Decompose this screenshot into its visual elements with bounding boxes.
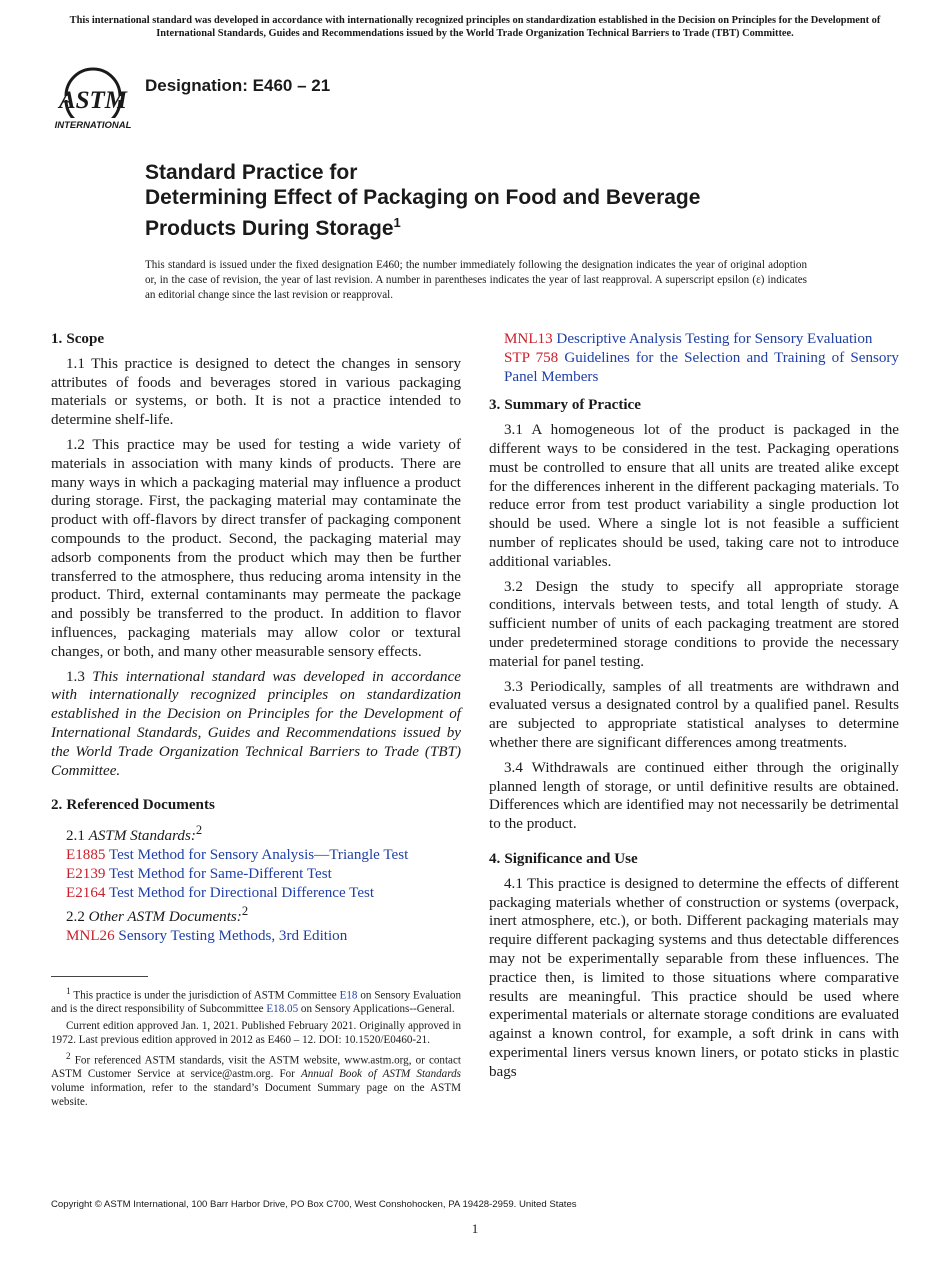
ref-code[interactable]: STP 758: [504, 349, 559, 366]
footnote-rule: [51, 976, 148, 977]
para-number: 1.3: [66, 668, 85, 685]
footnote-mark: 2: [66, 1051, 71, 1062]
ref-e1885[interactable]: [51, 846, 461, 865]
footnotes: [51, 986, 461, 1113]
title-line-3-text: Products During Storage: [145, 217, 394, 240]
footnote-1: [51, 986, 461, 1017]
section-significance-heading: [489, 850, 899, 869]
section-summary-heading: [489, 396, 899, 415]
title-line-2: Determining Effect of Packaging on Food and Beverage: [145, 186, 701, 209]
ref-title-link[interactable]: Sensory Testing Methods, 3rd Edition: [118, 928, 348, 945]
section-scope-heading: [51, 330, 461, 349]
section-title: Scope: [66, 331, 105, 347]
ref-title-link[interactable]: Test Method for Sensory Analysis—Triangle Test: [108, 846, 409, 863]
para-text: This practice is designed to detect the changes in sensory attributes of foods and beverages stored in various packaging materials or systems, or both. It is not a practice intended to determine shelf-life.: [51, 355, 461, 429]
para-number: 2.1: [66, 828, 85, 845]
ref-title-link[interactable]: Guidelines for the Selection and Training of Sensory Panel Members: [504, 349, 899, 385]
para-1-2: [51, 436, 461, 662]
section-title: Summary of Practice: [504, 397, 641, 414]
ref-title-link[interactable]: Descriptive Analysis Testing for Sensory Evaluation: [556, 331, 873, 347]
footnote-mark: 2: [241, 904, 249, 919]
para-4-1: [489, 875, 899, 1082]
section-number: 1.: [51, 331, 63, 347]
para-number: 3.1: [504, 422, 523, 439]
ref-code[interactable]: E1885: [66, 846, 106, 863]
footnote-text: This practice is under the jurisdiction of ASTM Committee: [73, 989, 340, 1002]
section-number: 2.: [51, 797, 63, 814]
footnote-mark: 1: [66, 987, 71, 997]
para-text: Design the study to specify all appropriate storage conditions, intervals between tests, and total length of study. A sufficient number of units of each packaging treatment are stored under predetermined storage conditions to provide the necessary material for panel testing.: [489, 578, 899, 670]
para-number: 3.3: [504, 678, 523, 695]
para-text: A homogeneous lot of the product is packaged in the different ways to be considered in the test. Packaging operations must be controlled to ensure that all units are treated alike except for the differences inherent in the different packaging materials. To reduce error from test product variability a single production lot should be used. Where a single lot is not feasible a sufficient number of replicates should be used, taking care not to introduce additional variables.: [489, 422, 899, 570]
footnote-2: [51, 1051, 461, 1110]
para-number: 3.4: [504, 759, 523, 776]
astm-logo-org: INTERNATIONAL: [54, 120, 132, 131]
section-number: 4.: [489, 850, 501, 867]
ref-code[interactable]: MNL13: [504, 331, 553, 347]
title-line-1: Standard Practice for: [145, 161, 358, 184]
ref-mnl13[interactable]: [489, 330, 899, 349]
ref-code[interactable]: E2139: [66, 865, 106, 882]
document-title: [145, 160, 865, 241]
ref-mnl26[interactable]: [51, 927, 461, 946]
subheading: Other ASTM Documents:: [88, 909, 242, 926]
para-3-2: [489, 578, 899, 672]
para-3-4: [489, 759, 899, 834]
section-title: Significance and Use: [504, 850, 638, 867]
footnote-text: on Sensory Evaluation and is the direct responsibility of Subcommittee: [51, 989, 461, 1016]
ref-code[interactable]: MNL26: [66, 928, 115, 945]
footnote-italic: Annual Book of ASTM Standards: [300, 1068, 461, 1081]
para-3-3: [489, 678, 899, 753]
para-number: 4.1: [504, 875, 523, 892]
other-docs-label: [51, 902, 461, 927]
issuance-statement: This standard is issued under the fixed designation E460; the number immediately following the designation indicates the year of original adoption or, in the case of revision, the year of last revision. A number in parentheses indicates the year of last reapproval. A superscript epsilon (ε) indicates an editorial change since the last revision or reapproval.: [145, 259, 807, 302]
section-number: 3.: [489, 397, 501, 414]
designation: Designation: E460 – 21: [145, 76, 331, 95]
committee-link[interactable]: E18: [339, 989, 358, 1002]
wto-notice: This international standard was developed in accordance with internationally recognized principles on standardization established in the Decision on Principles for the Development of International Standards, Guides and Recommendations issued by the World Trade Organization Technical Barriers to Trade (TBT) Committee.: [69, 15, 881, 39]
para-1-3: [51, 668, 461, 781]
subcommittee-link[interactable]: E18.05: [266, 1003, 299, 1016]
para-number: 3.2: [504, 578, 523, 595]
astm-logo-letters: ASTM: [58, 87, 128, 114]
copyright: Copyright © ASTM International, 100 Barr Harbor Drive, PO Box C700, West Conshohocken, PA 19428-2959. United States: [51, 1199, 577, 1210]
para-number: 1.1: [66, 355, 85, 372]
title-line-3: [145, 210, 865, 241]
para-text: Withdrawals are continued either through the originally planned length of storage, or until definitive results are obtained. Differences which are identified may not necessarily be detrimental to the product.: [489, 759, 899, 833]
para-text: This practice may be used for testing a wide variety of materials in association with many kinds of products. There are many ways in which a packaging material may influence a product during storage. First, the packaging material may contaminate the product with off-flavors by direct transfer of packaging component compounds to the product. Second, the packaging material may adsorb components from the product which may then be further transferred to the atmosphere, thus reducing aroma intensity in the product. Third, external contaminants may permeate the package and possibly be transferred to the product. In addition to flavor influences, packaging materials may allow color or textural changes, or both, and many other measurable sensory effects.: [51, 436, 461, 660]
right-column: [489, 330, 899, 1087]
para-number: 2.2: [66, 909, 85, 926]
footnote-text: For referenced ASTM standards, visit the ASTM website, www.astm.org, or contact ASTM Customer Service at service@astm.org. For: [51, 1054, 461, 1081]
title-footnote-mark: 1: [393, 215, 401, 230]
para-text: This practice is designed to determine the effects of different packaging materials whether of construction or systems (overpack, inert atmosphere, etc.), or both. Different packaging materials may require different packaging systems and thus detectable differences may not be experimentally separable from these influences. The practice then, is limited to those situations where comparative results are meaningful. This practice should be used where experimental materials or alternate storage conditions are evaluated against a known control, for example, a soft drink in cans with experimental liners versus known liners, or potato sticks in plastic bags: [489, 875, 899, 1080]
ref-stp758[interactable]: [489, 349, 899, 387]
left-column: [51, 330, 461, 946]
ref-title-link[interactable]: Test Method for Same-Different Test: [108, 865, 332, 882]
ref-code[interactable]: E2164: [66, 884, 106, 901]
para-3-1: [489, 421, 899, 571]
para-text: This international standard was developed in accordance with internationally recognized principles on standardization established in the Decision on Principles for the Development of International Standards, Guides and Recommendations issued by the World Trade Organization Technical Barriers to Trade (TBT) Committee.: [51, 668, 461, 779]
ref-e2164[interactable]: [51, 884, 461, 903]
section-title: Referenced Documents: [66, 797, 215, 814]
subheading: ASTM Standards:: [88, 828, 196, 845]
footnote-edition: Current edition approved Jan. 1, 2021. Published February 2021. Originally approved in 1972. Last previous edition approved in 2012 as E460 – 12. DOI: 10.1520/E0460-21.: [51, 1020, 461, 1047]
para-number: 1.2: [66, 436, 85, 453]
astm-standards-label: [51, 821, 461, 846]
astm-logo: [52, 56, 134, 132]
section-refdocs-heading: [51, 796, 461, 815]
footnote-mark: 2: [195, 823, 203, 838]
page-number: 1: [471, 1221, 479, 1236]
ref-e2139[interactable]: [51, 865, 461, 884]
footnote-text: volume information, refer to the standard’s Document Summary page on the ASTM website.: [51, 1082, 461, 1108]
para-1-1: [51, 355, 461, 430]
para-text: Periodically, samples of all treatments are withdrawn and evaluated versus a designated control by a qualified panel. Results are subjected to appropriate statistical analyses to determine whether there are significant differences among treatments.: [489, 678, 899, 751]
footnote-text: on Sensory Applications--General.: [298, 1003, 455, 1016]
ref-title-link[interactable]: Test Method for Directional Difference Test: [108, 884, 375, 901]
